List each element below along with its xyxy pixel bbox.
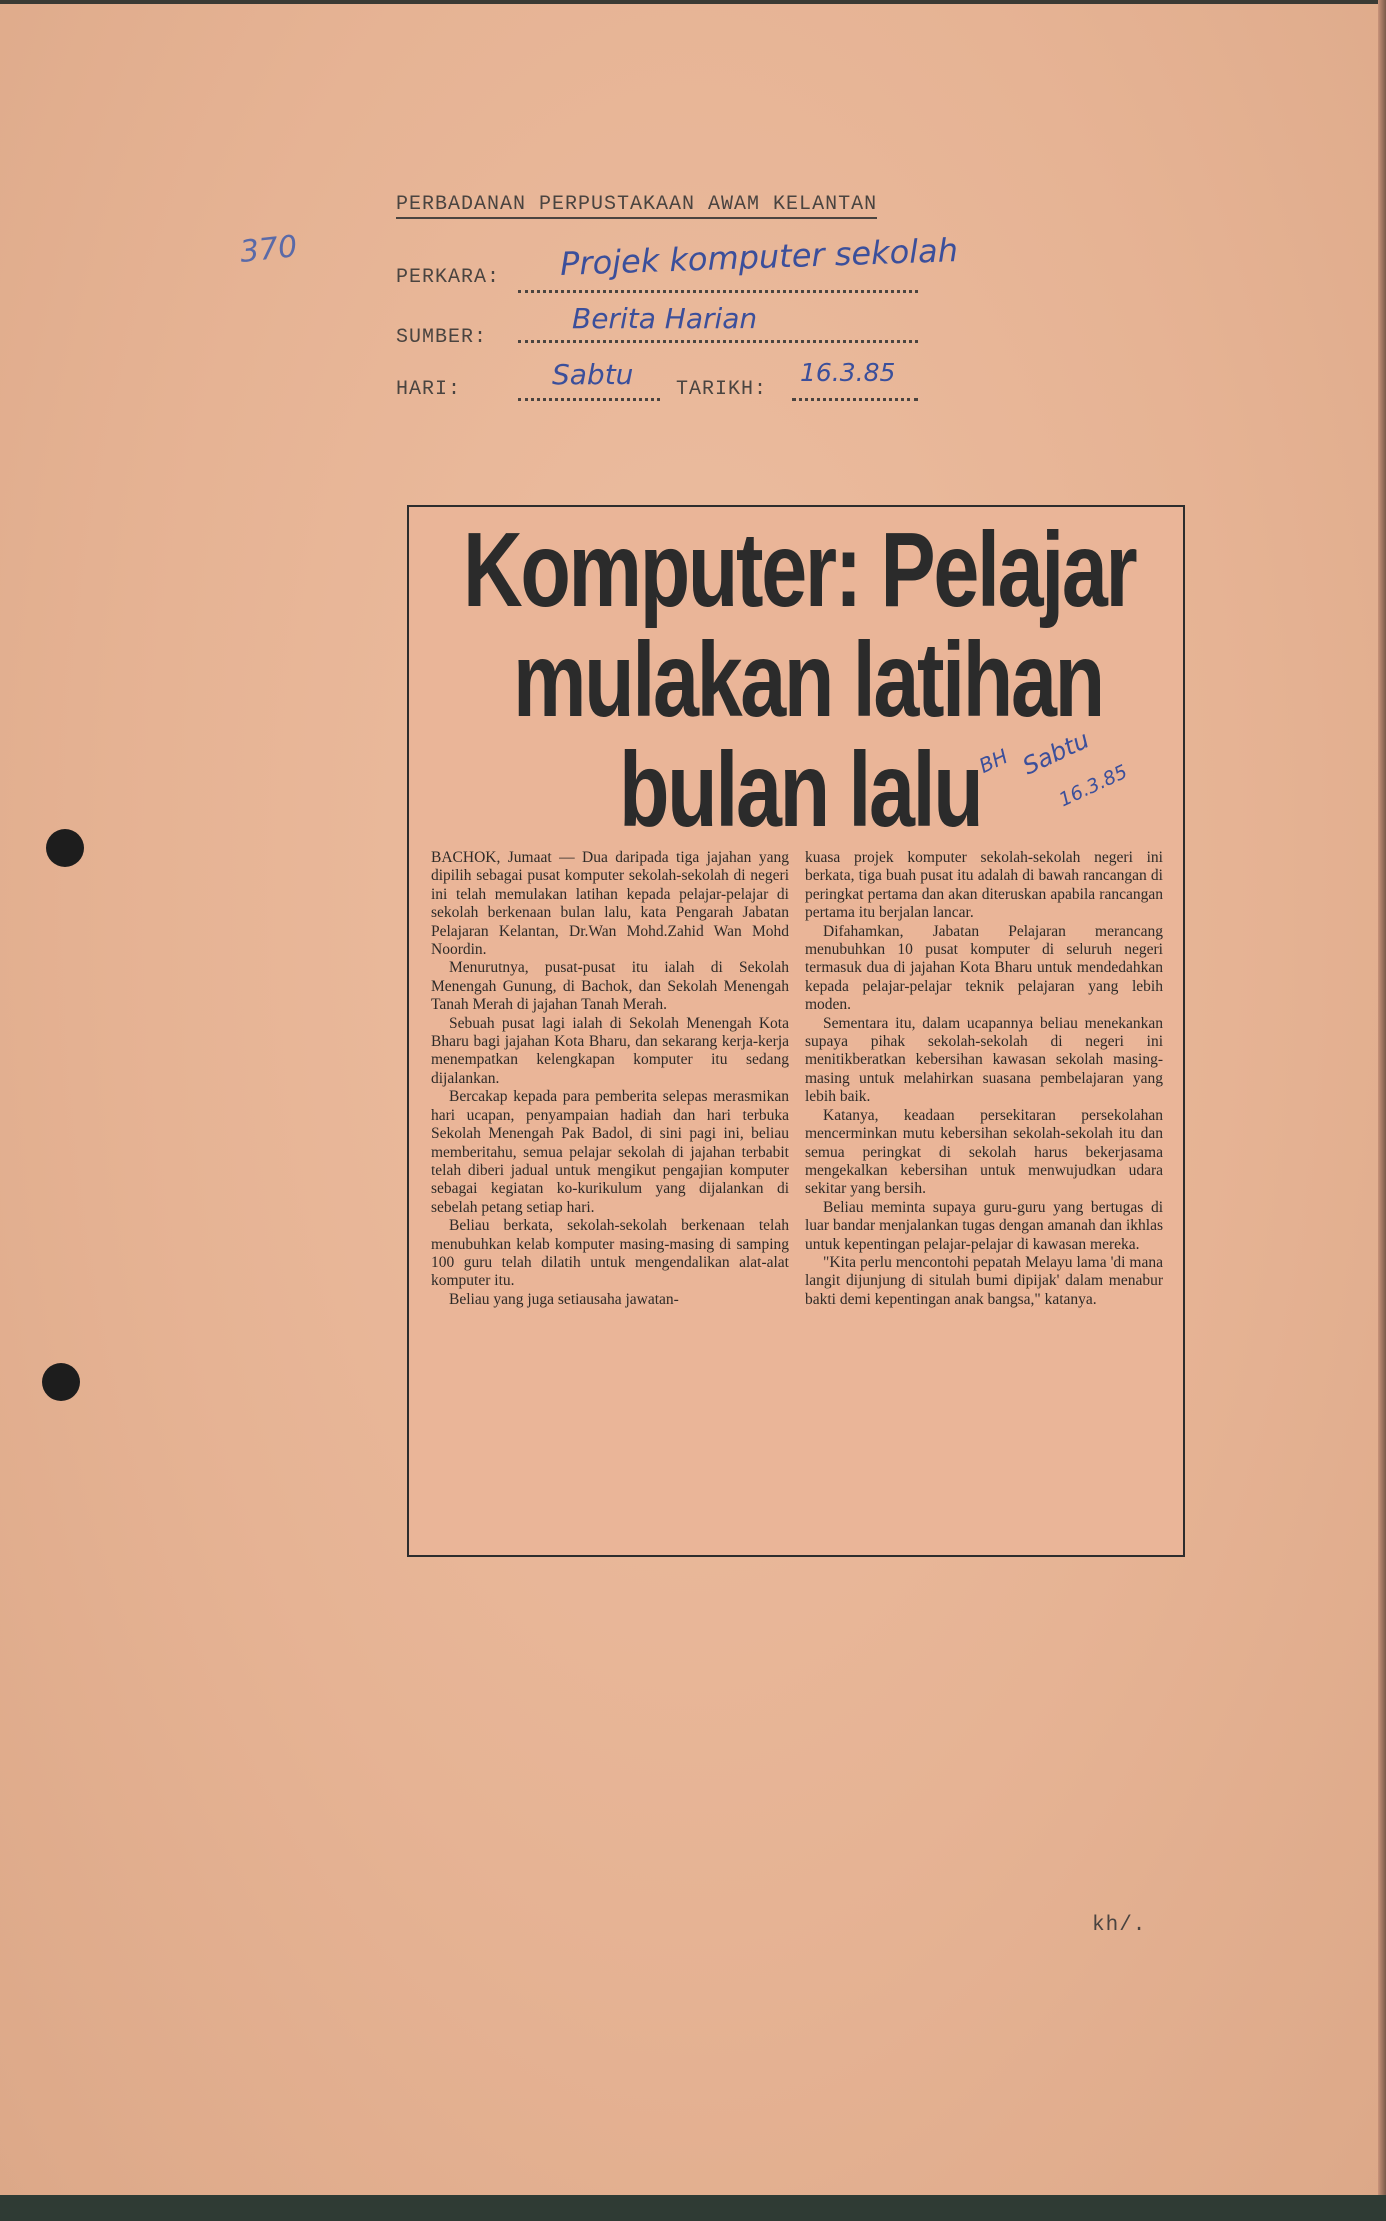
perkara-dotted-line bbox=[518, 290, 918, 293]
perkara-value: Projek komputer sekolah bbox=[559, 231, 959, 283]
paragraph: kuasa projek komputer sekolah-sekolah negeri ini berkata, tiga buah pusat itu adalah di bawah rancangan di peringkat pertama dan akan diteruskan apabila rancangan pertama itu berjalan lancar. bbox=[805, 849, 1163, 922]
paragraph: Difahamkan, Jabatan Pelajaran merancang menubuhkan 10 pusat komputer di seluruh negeri termasuk dua di jajahan Kota Bharu untuk mendedahkan kepada pelajar-pelajar teknik pelajaran yang lebih moden. bbox=[805, 922, 1163, 1014]
page-right-edge bbox=[1378, 0, 1386, 2221]
tarikh-dotted-line bbox=[792, 398, 918, 401]
page-top-edge bbox=[0, 0, 1386, 4]
page-bottom-edge bbox=[0, 2195, 1386, 2221]
hari-label: HARI: bbox=[396, 378, 462, 401]
paragraph: Beliau berkata, sekolah-sekolah berkenaan telah menubuhkan kelab komputer masing-masing di samping 100 guru telah dilatih untuk mengendalikan alat-alat komputer itu. bbox=[431, 1217, 789, 1290]
perkara-label: PERKARA: bbox=[396, 266, 501, 289]
paragraph: Katanya, keadaan persekitaran persekolahan mencerminkan mutu kebersihan sekolah-sekolah itu dan semua peringkat di sekolah harus bekerjasama mengekalkan kebersihan untuk menwujudkan udara sekitar yang bersih. bbox=[805, 1106, 1163, 1198]
footer-initials: kh/. bbox=[1092, 1914, 1147, 1937]
paragraph: Bercakap kepada para pemberita selepas merasmikan hari ucapan, penyampaian hadiah dan hari terbuka Sekolah Menengah Pak Badol, di sini pagi ini, beliau memberitahu, semua pelajar sekolah di jajahan terbabit telah diberi jadual untuk mengikut pengajian komputer sebagai kegiatan ko-kurikulum yang dijalankan di sebelah petang setiap hari. bbox=[431, 1088, 789, 1216]
margin-note-date: 16.3.85 bbox=[1055, 760, 1131, 812]
sumber-label: SUMBER: bbox=[396, 326, 488, 349]
paragraph: Sementara itu, dalam ucapannya beliau menekankan supaya pihak sekolah-sekolah di negeri ini menitikberatkan kebersihan kawasan sekolah masing-masing untuk melahirkan suasana pembelajaran yang lebih baik. bbox=[805, 1014, 1163, 1106]
hari-value: Sabtu bbox=[552, 358, 634, 391]
margin-note-source: BH bbox=[975, 744, 1012, 778]
newspaper-clipping bbox=[407, 505, 1185, 1557]
paragraph: "Kita perlu mencontohi pepatah Melayu lama 'di mana langit dijunjung di situlah bumi dipijak' dalam menabur bakti demi kepentingan anak bangsa," katanya. bbox=[805, 1253, 1163, 1308]
paragraph: Menurutnya, pusat-pusat itu ialah di Sekolah Menengah Gunung, di Bachok, dan Sekolah Menengah Tanah Merah di jajahan Tanah Merah. bbox=[431, 959, 789, 1014]
paragraph: BACHOK, Jumaat — Dua daripada tiga jajahan yang dipilih sebagai pusat komputer sekolah-sekolah di negeri ini telah memulakan latihan kepada pelajar-pelajar di sekolah berkenaan bulan lalu, kata Pengarah Jabatan Pelajaran Kelantan, Dr.Wan Mohd.Zahid Wan Mohd Noordin. bbox=[431, 849, 789, 959]
article-column-2 bbox=[805, 849, 1163, 1309]
headline-line-2: mulakan latihan bbox=[513, 621, 1103, 739]
sumber-dotted-line bbox=[518, 340, 918, 343]
paragraph: Sebuah pusat lagi ialah di Sekolah Menengah Kota Bharu bagi jajahan Kota Bharu, dan sekarang kerja-kerja menempatkan kelengkapan komputer itu sedang dijalankan. bbox=[431, 1014, 789, 1087]
tarikh-value: 16.3.85 bbox=[800, 358, 896, 387]
punch-hole-lower bbox=[42, 1363, 80, 1401]
sumber-value: Berita Harian bbox=[572, 302, 758, 335]
tarikh-label: TARIKH: bbox=[676, 378, 768, 401]
headline-line-3: bulan lalu bbox=[619, 731, 982, 849]
hari-dotted-line bbox=[518, 398, 660, 401]
paragraph: Beliau yang juga setiausaha jawatan- bbox=[449, 1290, 679, 1308]
article-column-1 bbox=[431, 849, 789, 1309]
file-number: 370 bbox=[238, 229, 299, 270]
margin-note-day: Sabtu bbox=[1018, 725, 1094, 781]
headline-line-1: Komputer: Pelajar bbox=[463, 511, 1136, 629]
punch-hole-upper bbox=[46, 829, 84, 867]
organization-title: PERBADANAN PERPUSTAKAAN AWAM KELANTAN bbox=[396, 193, 877, 219]
paragraph: Beliau meminta supaya guru-guru yang bertugas di luar bandar menjalankan tugas dengan amanah dan ikhlas untuk kepentingan pelajar-pelajar di kawasan mereka. bbox=[805, 1198, 1163, 1253]
